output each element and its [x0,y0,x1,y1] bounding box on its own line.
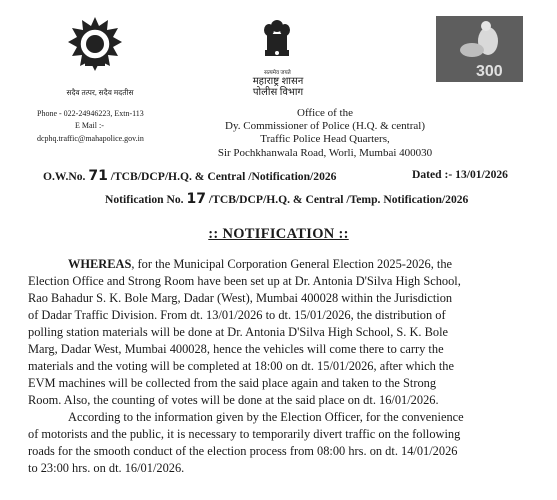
paragraph-text: , for the Municipal Corporation General Election 2025-2026, the [131,257,453,271]
paragraph-according [28,409,536,477]
paragraph-line: roads for the smooth conduct of the election process from 08:00 hrs. on dt. 14/01/2026 [28,444,458,458]
svg-text:300: 300 [476,63,503,80]
maharashtra-govt-title [240,76,316,98]
ow-suffix: /TCB/DCP/H.Q. & Central /Notification/2026 [110,170,337,183]
office-line: Traffic Police Head Quarters, [260,133,390,145]
national-emblem-icon [262,18,292,66]
paragraph-line: to 23:00 hrs. on dt. 16/01/2026. [28,461,185,475]
email-label: E Mail :- [75,121,104,130]
paragraph-whereas [28,256,536,409]
seal-motto: सदैव तत्पर, सदैव मदतीस [66,88,134,97]
notification-prefix: Notification No. [105,193,184,206]
phone-line: Phone - 022-24946223, Extn-113 [37,109,144,118]
ow-prefix: O.W.No. [43,170,86,183]
whereas-lead: WHEREAS [68,257,132,271]
paragraph-line: EVM machines will be collected from the said place again and taken to the Strong [28,376,437,390]
ow-handwritten-number: 71 [88,168,108,184]
notification-handwritten-number: 17 [186,191,206,207]
paragraph-line: of motorists and the public, it is necessary to temporarily divert traffic on the following [28,427,461,441]
police-seal-icon [67,16,123,72]
email-address: dcphq.traffic@mahapolice.gov.in [37,134,144,143]
mh-title-line: पोलीस विभाग [252,87,304,98]
office-line: Dy. Commissioner of Police (H.Q. & central) [225,120,425,132]
paragraph-line: Rao Bahadur S. K. Bole Marg, Dadar (West), Mumbai 400028 within the Jurisdiction [28,291,453,305]
office-line: Office of the [297,107,353,119]
paragraph-line: Room. Also, the counting of votes will be done at the said place on dt. 16/01/2026. [28,393,439,407]
paragraph-line: According to the information given by the Election Officer, for the convenience [68,410,464,424]
notification-heading-text: :: NOTIFICATION :: [208,226,349,242]
notification-number [105,191,468,207]
paragraph-line: polling station materials will be done at Dr. Antonia D'Silva High School, S. K. Bole [28,325,449,339]
paragraph-line: Election Office and Strong Room have been set up at Dr. Antonia D'Silva High School, [28,274,461,288]
paragraph-line: materials and the voting will be completed at 18:00 on dt. 15/01/2026, after which the [28,359,455,373]
paragraph-line: Marg, Dadar West, Mumbai 400028, hence the vehicles will come there to carry the [28,342,444,356]
anniversary-logo-icon [436,16,523,82]
paragraph-line [28,256,536,273]
emblem-motto: सत्यमेव जयते [264,70,291,76]
outward-number [43,168,336,184]
notification-suffix: /TCB/DCP/H.Q. & Central /Temp. Notification/2026 [208,193,469,206]
notification-heading [0,226,557,243]
dated: Dated :- 13/01/2026 [412,168,508,181]
office-line: Sir Pochkhanwala Road, Worli, Mumbai 400030 [217,147,433,159]
mh-title-line: महाराष्ट्र शासन [252,76,304,87]
paragraph-line: of Dadar Traffic Division. From dt. 13/01/2026 to dt. 15/01/2026, the distribution of [28,308,446,322]
